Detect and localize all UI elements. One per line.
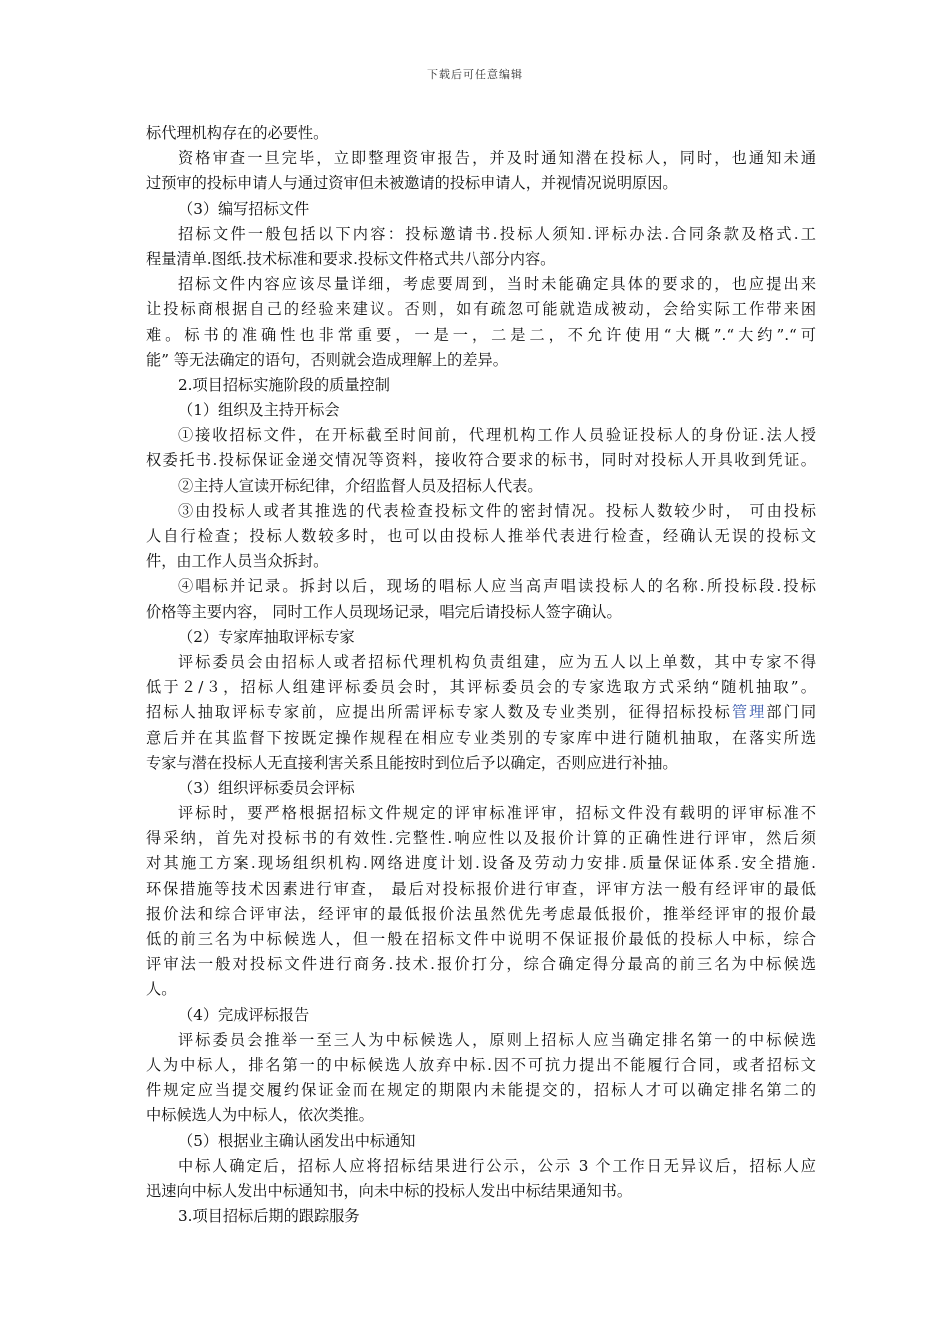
text-line (146, 146, 816, 171)
line-text: 评标委员会推举一至三人为中标候选人，原则上招标人应当确定排名第一的中标候选 (178, 1030, 816, 1049)
text-line (146, 1028, 816, 1053)
text-line (146, 222, 816, 247)
text-line (146, 373, 816, 398)
line-text: （3）组织评标委员会评标 (178, 778, 355, 797)
text-line (146, 902, 816, 927)
line-text: 件规定应当提交履约保证金而在规定的期限内未能提交的，招标人才可以确定排名第二的 (146, 1081, 816, 1100)
line-text: 价格等主要内容， 同时工作人员现场记录，唱完后请投标人签字确认。 (146, 602, 622, 621)
line-text: 评标时，要严格根据招标文件规定的评审标准评审，招标文件没有载明的评审标准不 (178, 804, 816, 823)
text-line (146, 877, 816, 902)
text-line (146, 474, 816, 499)
text-line (146, 650, 816, 675)
line-text: 人。 (146, 980, 177, 999)
text-line (146, 448, 816, 473)
text-line (146, 826, 816, 851)
line-text: （2）专家库抽取评标专家 (178, 627, 355, 646)
text-line (146, 549, 816, 574)
line-text: 中标人确定后，招标人应将招标结果进行公示，公示 3 个工作日无异议后，招标人应 (178, 1156, 816, 1175)
line-text: 低于２/３，招标人组建评标委员会时，其评标委员会的专家选取方式采纳“随机抽取”。 (146, 678, 816, 697)
line-text: 中标候选人为中标人，依次类推。 (146, 1106, 374, 1125)
page-header: 下载后可任意编辑 (427, 68, 523, 81)
line-text: 件，由工作人员当众拆封。 (146, 552, 329, 571)
line-text: 招标文件一般包括以下内容：投标邀请书.投标人须知.评标办法.合同条款及格式.工 (178, 224, 816, 243)
line-text: 招标文件内容应该尽量详细，考虑要周到，当时未能确定具体的要求的，也应提出来 (178, 275, 816, 294)
line-text: 标代理机构存在的必要性。 (146, 124, 329, 142)
text-line (146, 398, 816, 423)
line-text: （5）根据业主确认函发出中标通知 (178, 1131, 416, 1150)
text-line (146, 272, 816, 297)
line-text: （4）完成评标报告 (178, 1005, 310, 1024)
text-line (146, 1053, 816, 1078)
line-text: 难。标书的准确性也非常重要，一是一，二是二，不允许使用“大概”.“大约”.“可 (146, 325, 816, 344)
text-line (146, 297, 816, 322)
text-line (146, 1078, 816, 1103)
text-line (146, 1179, 816, 1204)
text-line (146, 726, 816, 751)
line-text: 得采纳，首先对投标书的有效性.完整性.响应性以及报价计算的正确性进行评审，然后须 (146, 829, 816, 848)
text-line (146, 1003, 816, 1028)
line-text: ④唱标并记录。拆封以后，现场的唱标人应当高声唱读投标人的名称.所投标段.投标 (178, 577, 816, 596)
document-body (146, 121, 816, 1229)
text-line (146, 323, 816, 348)
text-line (146, 574, 816, 599)
line-text: 权委托书.投标保证金递交情况等资料，接收符合要求的标书，同时对投标人开具收到凭证。 (146, 451, 816, 470)
line-text: （3）编写招标文件 (178, 199, 310, 218)
text-line (146, 1129, 816, 1154)
text-line (146, 1103, 816, 1128)
text-line (146, 675, 816, 700)
line-text: 评审法一般对投标文件进行商务.技术.报价打分，综合确定得分最高的前三名为中标候选 (146, 955, 816, 974)
text-line (146, 977, 816, 1002)
management-link[interactable]: 管理 (731, 703, 767, 722)
text-line (146, 197, 816, 222)
text-line (146, 121, 816, 146)
line-text: 评标委员会由招标人或者招标代理机构负责组建，应为五人以上单数，其中专家不得 (178, 652, 816, 671)
text-line (146, 801, 816, 826)
line-text: 过预审的投标申请人与通过资审但未被邀请的投标申请人，并视情况说明原因。 (146, 174, 678, 193)
text-line (146, 927, 816, 952)
line-text: ①接收招标文件，在开标截至时间前，代理机构工作人员验证投标人的身份证.法人授 (178, 426, 816, 445)
text-line (146, 952, 816, 977)
line-text: 人为中标人，排名第一的中标候选人放弃中标.因不可抗力提出不能履行合同，或者招标文 (146, 1055, 816, 1074)
line-text: 资格审查一旦完毕，立即整理资审报告，并及时通知潜在投标人，同时，也通知未通 (178, 149, 816, 168)
line-text-after-link: 部门同 (766, 703, 817, 722)
line-text: ③由投标人或者其推选的代表检查投标文件的密封情况。投标人数较少时， 可由投标 (178, 501, 816, 520)
line-text: 能” 等无法确定的语句，否则就会造成理解上的差异。 (146, 350, 508, 369)
line-text: 让投标商根据自己的经验来建议。否则，如有疏忽可能就造成被动，会给实际工作带来困 (146, 300, 816, 319)
line-text: 对其施工方案.现场组织机构.网络进度计划.设备及劳动力安排.质量保证体系.安全措施. (146, 854, 816, 873)
line-text: 人自行检查；投标人数较多时，也可以由投标人推举代表进行检查，经确认无误的投标文 (146, 527, 816, 545)
line-text: （1）组织及主持开标会 (178, 401, 340, 420)
text-line (146, 851, 816, 876)
text-line (146, 524, 816, 549)
text-line (146, 1204, 816, 1229)
text-line (146, 1154, 816, 1179)
line-text: 意后并在其监督下按既定操作规程在相应专业类别的专家库中进行随机抽取，在落实所选 (146, 728, 816, 747)
text-line (146, 423, 816, 448)
text-line (146, 348, 816, 373)
text-line (146, 600, 816, 625)
line-text: 程量清单.图纸.技术标准和要求.投标文件格式共八部分内容。 (146, 249, 556, 268)
line-text: 2.项目招标实施阶段的质量控制 (178, 375, 390, 394)
text-line (146, 625, 816, 650)
line-text: 报价法和综合评审法，经评审的最低报价法虽然优先考虑最低报价，推举经评审的报价最 (146, 904, 816, 923)
line-text: 招标人抽取评标专家前，应提出所需评标专家人数及专业类别，征得招标投标 (146, 703, 732, 722)
line-text: ②主持人宣读开标纪律，介绍监督人员及招标人代表。 (178, 476, 543, 495)
text-line (146, 776, 816, 801)
text-line (146, 751, 816, 776)
line-text: 3.项目招标后期的跟踪服务 (178, 1207, 360, 1226)
text-line (146, 247, 816, 272)
line-text: 环保措施等技术因素进行审查， 最后对投标报价进行审查，评审方法一般有经评审的最低 (146, 879, 816, 898)
text-line (146, 700, 816, 725)
text-line (146, 499, 816, 524)
line-text: 低的前三名为中标候选人，但一般在招标文件中说明不保证报价最低的投标人中标，综合 (146, 930, 816, 948)
line-text: 迅速向中标人发出中标通知书，向未中标的投标人发出中标结果通知书。 (146, 1181, 632, 1200)
line-text: 专家与潜在投标人无直接利害关系且能按时到位后予以确定，否则应进行补抽。 (146, 753, 678, 772)
text-line (146, 171, 816, 196)
